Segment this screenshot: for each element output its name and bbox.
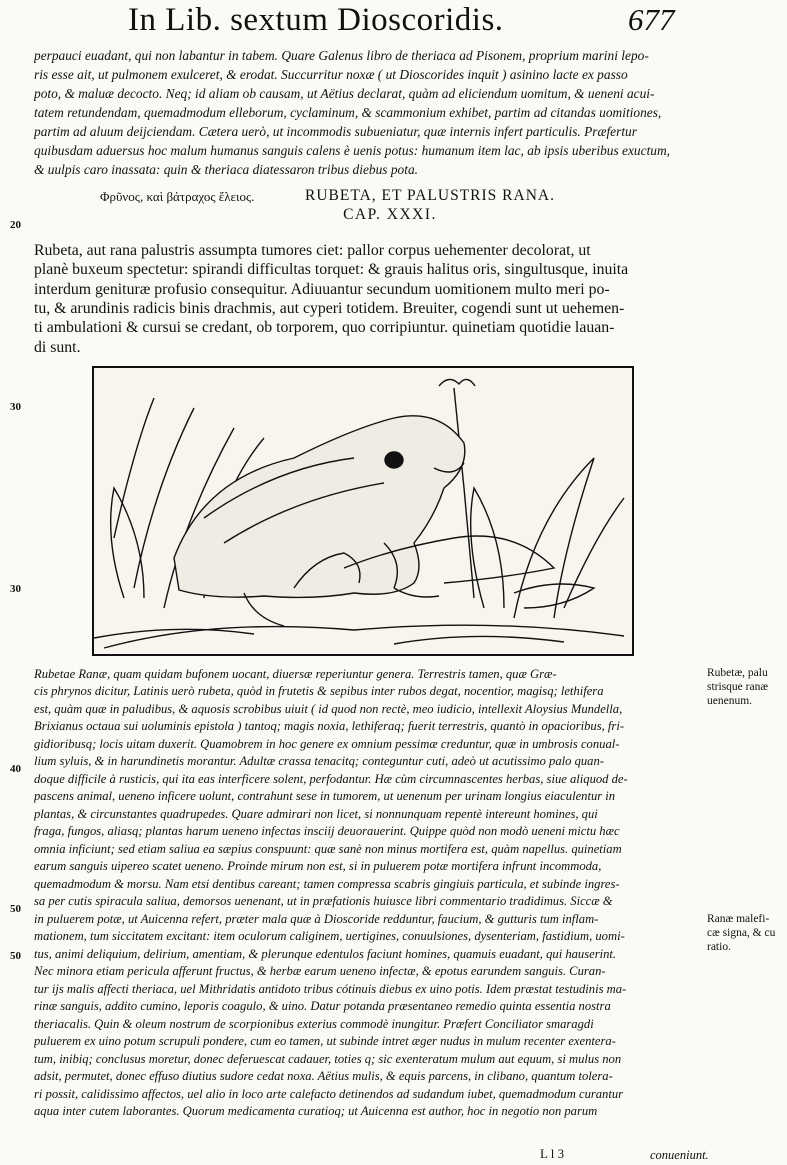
commentary-line: adsit, permutet, donec effuso diutius sudore cedat noxa. Aëtius mulis, & equis parcens, in clibano, quantum tolera- — [34, 1069, 613, 1083]
margin-note-line: Rubetæ, palu — [707, 667, 768, 679]
main-text-line: interdum genituræ profusio consequitur. Adiuuantur secundum uomitionem multo meri po- — [34, 281, 610, 298]
top-text-line: ris esse ait, ut pulmonem exulceret, & erodat. Succurritur noxæ ( ut Dioscorides inquit ) asinino lacte ex passo — [34, 67, 628, 82]
margin-note — [707, 666, 783, 708]
commentary-line: puluerem ex uino potum scrupuli pondere, cum eo tamen, ut subinde intret æger nudus in mulum recenter exentera- — [34, 1034, 616, 1048]
commentary-line: aqua inter cutem laborantes. Quorum medicamenta curatioq; ut Auicenna est author, hoc in negotio non parum — [34, 1104, 598, 1118]
margin-note-line: strisque ranæ — [707, 681, 769, 693]
margin-note-line: ratio. — [707, 941, 731, 953]
commentary-line: tus, animi deliquium, delirium, amentiam, & plerunque edentulos faciunt homines, quamuis euadant, qui hauserint. — [34, 947, 617, 961]
commentary-line: lium syluis, & in harundinetis morantur. Adultæ crassa tenacitq; conteguntur cuti, adeò ut acutissimo palo quan- — [34, 754, 604, 768]
commentary-line: plantas, & circunstantes quadrupedes. Quare admirari non licet, si nonnunquam repentè intereunt homines, qui — [34, 807, 598, 821]
toad-woodcut-svg — [94, 368, 632, 654]
main-text-line: planè buxeum spectetur: spirandi difficultas torquet: & grauis halitus oris, singultusque, inuita — [34, 261, 629, 278]
top-text-line: & uulpis caro inassata: quin & theriaca diatessaron tribus diebus pota. — [34, 162, 418, 177]
commentary-line: est, quàm quæ in paludibus, & aquosis scrobibus uiuit ( id quod non rectè, meo iudicio, intellexit Aloysius Mundella, — [34, 702, 623, 716]
margin-note-line: uenenum. — [707, 695, 753, 707]
heading-latin: RUBETA, ET PALUSTRIS RANA. — [305, 187, 555, 204]
commentary-line: pascens animal, ueneno inficere uolunt, contrahunt sese in tumorem, ut uenenum per urinam longius eiaculentur in — [34, 789, 616, 803]
margin-note-line: Ranæ malefi- — [707, 913, 770, 925]
heading-greek: Φρῦνος, καὶ βάτραχος ἕλειος. — [100, 189, 255, 204]
commentary-line: doque difficile à rusticis, qui ita eas interficere solent, perfodantur. Hæ cùm circumnascentes herbas, siue aliquod de- — [34, 772, 628, 786]
running-head: In Lib. sextum Dioscoridis. — [128, 2, 504, 38]
page-number: 677 — [628, 2, 675, 37]
line-number: 30 — [10, 401, 21, 413]
signature-mark: L l 3 — [540, 1146, 565, 1161]
commentary-line: fraga, fungos, aliasq; plantas harum ueneno infectas insciij deuorauerint. Quippe quòd non modò ueneni mictu hæc — [34, 824, 620, 838]
commentary-line: Rubetae Ranæ, quam quidam bufonem uocant, diuersæ reperiuntur genera. Terrestris tamen, quæ Græ- — [34, 667, 557, 681]
commentary-line: tur ijs malis affecti theriaca, uel Mithridatis antidoto tribus cótinuis diebus ex uino potis. Idem præstat testudinis ma- — [34, 982, 627, 996]
top-text-line: tatem retundendam, quemadmodum elleborum, cyclaminum, & scammonium exhibet, partim ad citandas uomitiones, — [34, 105, 662, 120]
commentary-line: tum, inibiq; conclusus moretur, donec deferuescat cadauer, toties q; sic exenteratum mulum aut equum, si mulus non — [34, 1052, 622, 1066]
commentary-line: theriacalis. Quin & oleum nostrum de scorpionibus exterius commodè inungitur. Præfert Conciliator smaragdi — [34, 1017, 594, 1031]
chapter-heading: CAP. XXXI. — [343, 206, 437, 223]
main-text-line: tu, & arundinis radicis binis drachmis, aut cyperi totidem. Breuiter, cogendi sunt ut uehemen- — [34, 300, 625, 317]
main-text-line: ti ambulationi & cursui se credant, ob torporem, quo corripiuntur. quinetiam quotidie lauan- — [34, 319, 615, 336]
commentary-line: cis phrynos dicitur, Latinis uerò rubeta, quòd in frutetis & sepibus inter rubos degat, nocentior, magisq; lethifera — [34, 684, 604, 698]
commentary-line: earum sanguis uipereo scatet ueneno. Proinde mirum non est, si in puluerem potæ mortifera infrunt incommoda, — [34, 859, 602, 873]
line-number: 20 — [10, 219, 21, 231]
margin-note — [707, 912, 783, 954]
line-number: 30 — [10, 583, 21, 595]
main-text-line: Rubeta, aut rana palustris assumpta tumores ciet: pallor corpus uehementer decolorat, ut — [34, 242, 591, 259]
commentary-line: mationem, tum siccitatem excitant: item oculorum caliginem, uertigines, conuulsiones, dysenteriam, fastidium, uomi- — [34, 929, 625, 943]
line-number: 50 — [10, 950, 21, 962]
main-text-line: di sunt. — [34, 339, 81, 356]
commentary-line: quemadmodum & morsu. Nam etsi dentibus careant; tamen compressa scabris gingiuis particula, et subinde ingres- — [34, 877, 620, 891]
commentary-line: gidioribusq; locis uitam duxerit. Quamobrem in hoc genere ex omnium pessimæ creduntur, quæ in umbrosis conual- — [34, 737, 620, 751]
margin-note-line: cæ signa, & cu — [707, 927, 776, 939]
line-number: 40 — [10, 763, 21, 775]
top-text-line: partim ad aluum deijciendam. Cætera uerò, ut incommodis subueniatur, quæ internis infert particulis. Præfertur — [34, 124, 637, 139]
commentary-line: rinæ sanguis, addito cumino, leporis coagulo, & uino. Datur potanda præsentaneo remedio quinta essentia nostra — [34, 999, 611, 1013]
commentary-line: ri possit, calidissimo affectos, uel alio in loco arte calefacto detinendos ad sudandum iubet, quemadmodum curantur — [34, 1087, 624, 1101]
line-number: 50 — [10, 903, 21, 915]
catchword: conueniunt. — [650, 1148, 709, 1162]
top-text-line: perpauci euadant, qui non labantur in tabem. Quare Galenus libro de theriaca ad Pisonem, proprium marini lepo- — [34, 48, 649, 63]
commentary-line: Nec minora etiam pericula afferunt fructus, & herbæ earum ueneno infectæ, & epotus earundem sanguis. Curan- — [34, 964, 606, 978]
top-text-line: quibusdam aduersus hoc malum humanus sanguis calens è uenis potus: humanum item lac, ab ipsis uberibus exuctum, — [34, 143, 671, 158]
toad-woodcut-illustration — [92, 366, 634, 656]
commentary-line: in puluerem potæ, ut Auicenna refert, præter mala quæ à Dioscoride redduntur, faucium, & gutturis tum inflam- — [34, 912, 599, 926]
commentary-line: Brixianus octaua sui uoluminis epistola ) tantoq; magis noxia, lethiferaq; fuerit terrestris, quantò in opacioribus, fri- — [34, 719, 625, 733]
commentary-line: omnia inficiunt; sed etiam saliua ea sæpius conspuunt: quæ sanè non minus mortifera est, quàm napellus. quinetiam — [34, 842, 622, 856]
commentary-line: sa per cutis spiracula saliua, demorsos uenenant, ut in præfationis huiusce libri commentario tradidimus. Siccæ & — [34, 894, 613, 908]
top-text-line: poto, & maluæ decocto. Neq; id aliam ob causam, ut Aëtius declarat, quàm ad eliciendum uomitum, & ueneni acui- — [34, 86, 655, 101]
